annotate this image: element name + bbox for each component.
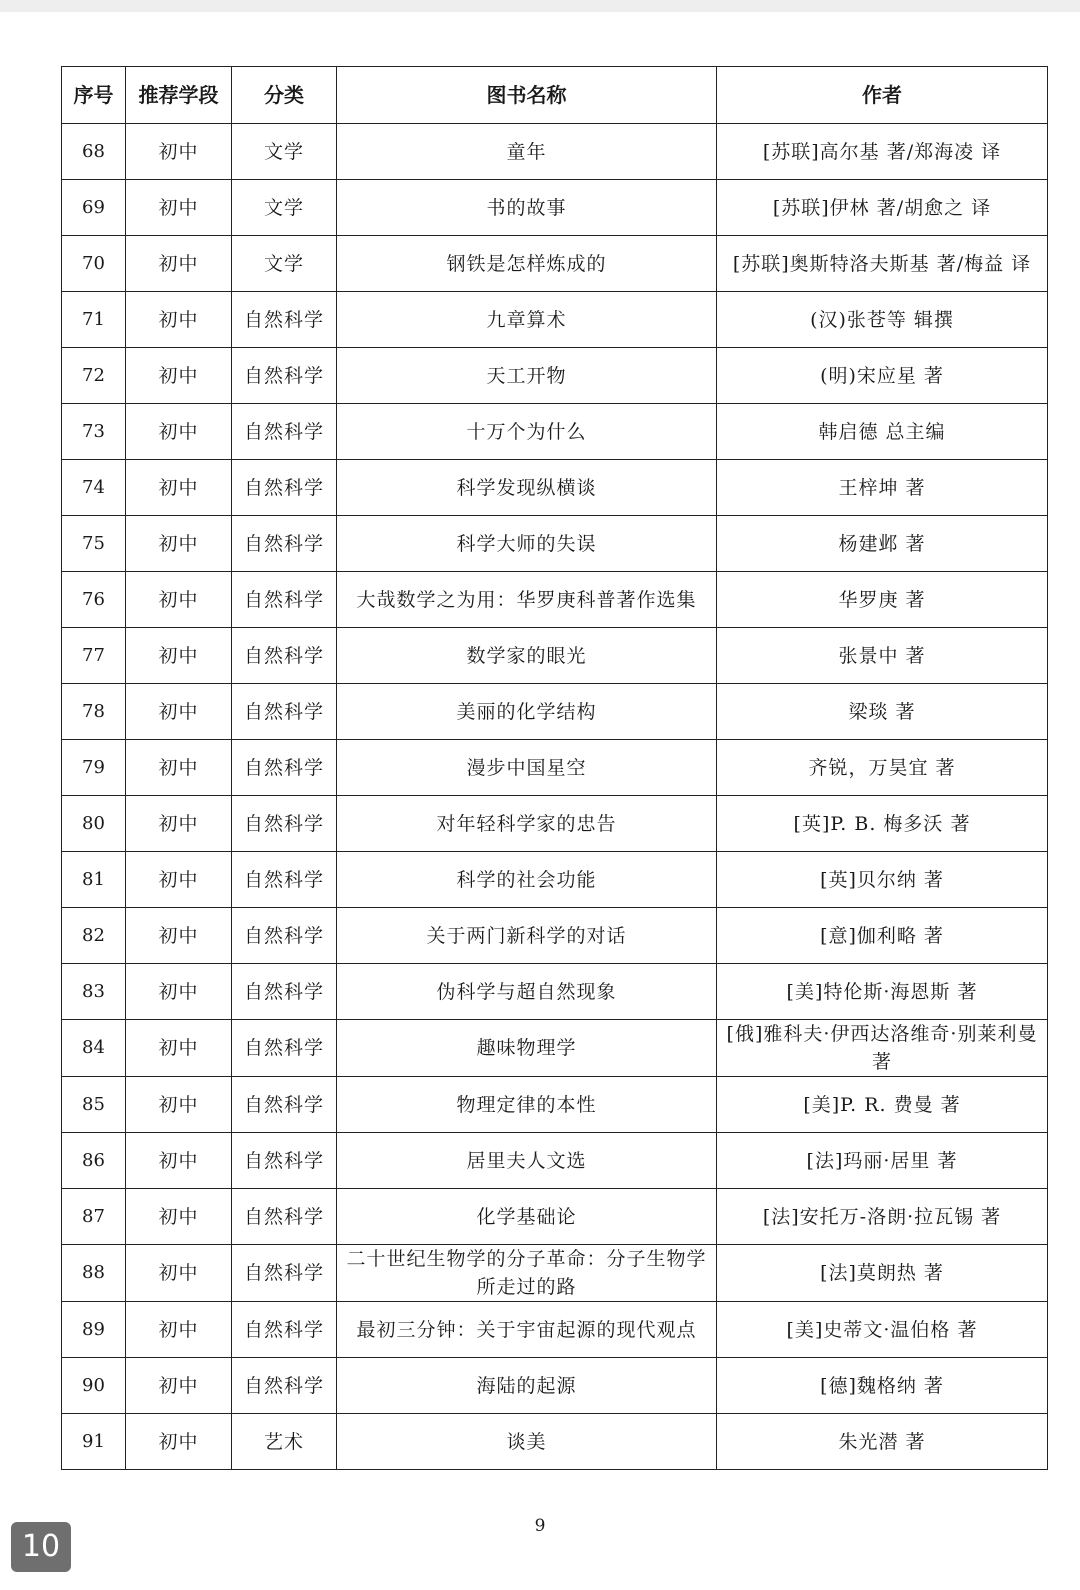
school-stage-cell: 初中 xyxy=(126,1245,232,1302)
author-cell: [美]特伦斯·海恩斯 著 xyxy=(717,964,1048,1020)
serial-number-cell: 72 xyxy=(62,348,126,404)
table-row xyxy=(62,852,1048,908)
category-cell: 文学 xyxy=(232,124,337,180)
header-serial-number: 序号 xyxy=(62,67,126,124)
author-cell: [俄]雅科夫·伊西达洛维奇·别莱利曼 著 xyxy=(717,1020,1048,1077)
book-title-cell: 居里夫人文选 xyxy=(337,1133,717,1189)
serial-number-cell: 68 xyxy=(62,124,126,180)
category-cell: 自然科学 xyxy=(232,1020,337,1077)
category-cell: 自然科学 xyxy=(232,404,337,460)
book-title-cell: 二十世纪生物学的分子革命：分子生物学所走过的路 xyxy=(337,1245,717,1302)
page-number: 9 xyxy=(534,1516,546,1536)
table-row xyxy=(62,1020,1048,1077)
serial-number-cell: 78 xyxy=(62,684,126,740)
school-stage-cell: 初中 xyxy=(126,348,232,404)
header-book-title: 图书名称 xyxy=(337,67,717,124)
author-cell: 朱光潜 著 xyxy=(717,1414,1048,1470)
author-cell: (汉)张苍等 辑撰 xyxy=(717,292,1048,348)
school-stage-cell: 初中 xyxy=(126,1189,232,1245)
table-row xyxy=(62,684,1048,740)
category-cell: 自然科学 xyxy=(232,908,337,964)
book-title-cell: 钢铁是怎样炼成的 xyxy=(337,236,717,292)
author-cell: [法]安托万-洛朗·拉瓦锡 著 xyxy=(717,1189,1048,1245)
serial-number-cell: 77 xyxy=(62,628,126,684)
category-cell: 自然科学 xyxy=(232,1245,337,1302)
table-row xyxy=(62,1245,1048,1302)
top-strip xyxy=(0,0,1080,12)
school-stage-cell: 初中 xyxy=(126,1358,232,1414)
book-list-table xyxy=(61,66,1048,1470)
school-stage-cell: 初中 xyxy=(126,1414,232,1470)
book-title-cell: 天工开物 xyxy=(337,348,717,404)
author-cell: 梁琰 著 xyxy=(717,684,1048,740)
book-title-cell: 童年 xyxy=(337,124,717,180)
serial-number-cell: 69 xyxy=(62,180,126,236)
author-cell: [美]P. R. 费曼 著 xyxy=(717,1077,1048,1133)
book-title-cell: 科学的社会功能 xyxy=(337,852,717,908)
table-row xyxy=(62,796,1048,852)
table-row xyxy=(62,236,1048,292)
author-cell: [苏联]高尔基 著/郑海凌 译 xyxy=(717,124,1048,180)
school-stage-cell: 初中 xyxy=(126,796,232,852)
table-row xyxy=(62,1189,1048,1245)
table-row xyxy=(62,908,1048,964)
book-title-cell: 趣味物理学 xyxy=(337,1020,717,1077)
category-cell: 文学 xyxy=(232,180,337,236)
table-row xyxy=(62,1414,1048,1470)
author-cell: 王梓坤 著 xyxy=(717,460,1048,516)
serial-number-cell: 79 xyxy=(62,740,126,796)
table-row xyxy=(62,292,1048,348)
author-cell: 齐锐，万昊宜 著 xyxy=(717,740,1048,796)
school-stage-cell: 初中 xyxy=(126,628,232,684)
author-cell: [美]史蒂文·温伯格 著 xyxy=(717,1302,1048,1358)
serial-number-cell: 91 xyxy=(62,1414,126,1470)
book-title-cell: 九章算术 xyxy=(337,292,717,348)
category-cell: 自然科学 xyxy=(232,1077,337,1133)
school-stage-cell: 初中 xyxy=(126,572,232,628)
table-header-row xyxy=(62,67,1048,124)
table-row xyxy=(62,516,1048,572)
table-row xyxy=(62,124,1048,180)
serial-number-cell: 76 xyxy=(62,572,126,628)
school-stage-cell: 初中 xyxy=(126,908,232,964)
book-title-cell: 海陆的起源 xyxy=(337,1358,717,1414)
book-title-cell: 十万个为什么 xyxy=(337,404,717,460)
author-cell: 韩启德 总主编 xyxy=(717,404,1048,460)
category-cell: 自然科学 xyxy=(232,964,337,1020)
school-stage-cell: 初中 xyxy=(126,292,232,348)
book-title-cell: 书的故事 xyxy=(337,180,717,236)
author-cell: 华罗庚 著 xyxy=(717,572,1048,628)
book-title-cell: 化学基础论 xyxy=(337,1189,717,1245)
category-cell: 自然科学 xyxy=(232,516,337,572)
book-title-cell: 数学家的眼光 xyxy=(337,628,717,684)
table-row xyxy=(62,348,1048,404)
header-school-stage: 推荐学段 xyxy=(126,67,232,124)
category-cell: 艺术 xyxy=(232,1414,337,1470)
author-cell: [苏联]奥斯特洛夫斯基 著/梅益 译 xyxy=(717,236,1048,292)
page-indicator-badge[interactable]: 10 xyxy=(11,1522,71,1572)
school-stage-cell: 初中 xyxy=(126,1133,232,1189)
author-cell: [苏联]伊林 著/胡愈之 译 xyxy=(717,180,1048,236)
category-cell: 自然科学 xyxy=(232,684,337,740)
category-cell: 自然科学 xyxy=(232,628,337,684)
serial-number-cell: 73 xyxy=(62,404,126,460)
table-row xyxy=(62,628,1048,684)
table-body xyxy=(62,124,1048,1470)
author-cell: [法]莫朗热 著 xyxy=(717,1245,1048,1302)
category-cell: 自然科学 xyxy=(232,740,337,796)
category-cell: 自然科学 xyxy=(232,348,337,404)
school-stage-cell: 初中 xyxy=(126,180,232,236)
header-category: 分类 xyxy=(232,67,337,124)
school-stage-cell: 初中 xyxy=(126,1020,232,1077)
category-cell: 自然科学 xyxy=(232,1358,337,1414)
serial-number-cell: 86 xyxy=(62,1133,126,1189)
serial-number-cell: 84 xyxy=(62,1020,126,1077)
table-row xyxy=(62,180,1048,236)
serial-number-cell: 89 xyxy=(62,1302,126,1358)
school-stage-cell: 初中 xyxy=(126,684,232,740)
category-cell: 自然科学 xyxy=(232,572,337,628)
category-cell: 自然科学 xyxy=(232,460,337,516)
school-stage-cell: 初中 xyxy=(126,460,232,516)
serial-number-cell: 85 xyxy=(62,1077,126,1133)
school-stage-cell: 初中 xyxy=(126,404,232,460)
author-cell: (明)宋应星 著 xyxy=(717,348,1048,404)
author-cell: [英]贝尔纳 著 xyxy=(717,852,1048,908)
book-title-cell: 大哉数学之为用：华罗庚科普著作选集 xyxy=(337,572,717,628)
category-cell: 自然科学 xyxy=(232,852,337,908)
category-cell: 文学 xyxy=(232,236,337,292)
serial-number-cell: 80 xyxy=(62,796,126,852)
school-stage-cell: 初中 xyxy=(126,124,232,180)
book-title-cell: 美丽的化学结构 xyxy=(337,684,717,740)
header-author: 作者 xyxy=(717,67,1048,124)
book-title-cell: 伪科学与超自然现象 xyxy=(337,964,717,1020)
book-title-cell: 科学发现纵横谈 xyxy=(337,460,717,516)
table-row xyxy=(62,1133,1048,1189)
book-title-cell: 谈美 xyxy=(337,1414,717,1470)
table-row xyxy=(62,964,1048,1020)
category-cell: 自然科学 xyxy=(232,1189,337,1245)
school-stage-cell: 初中 xyxy=(126,236,232,292)
serial-number-cell: 87 xyxy=(62,1189,126,1245)
serial-number-cell: 74 xyxy=(62,460,126,516)
serial-number-cell: 90 xyxy=(62,1358,126,1414)
table-row xyxy=(62,740,1048,796)
table-row xyxy=(62,1358,1048,1414)
category-cell: 自然科学 xyxy=(232,1133,337,1189)
book-title-cell: 最初三分钟：关于宇宙起源的现代观点 xyxy=(337,1302,717,1358)
table-row xyxy=(62,572,1048,628)
serial-number-cell: 83 xyxy=(62,964,126,1020)
table-row xyxy=(62,1302,1048,1358)
serial-number-cell: 82 xyxy=(62,908,126,964)
school-stage-cell: 初中 xyxy=(126,852,232,908)
author-cell: [英]P. B. 梅多沃 著 xyxy=(717,796,1048,852)
book-title-cell: 关于两门新科学的对话 xyxy=(337,908,717,964)
author-cell: [德]魏格纳 著 xyxy=(717,1358,1048,1414)
book-title-cell: 对年轻科学家的忠告 xyxy=(337,796,717,852)
school-stage-cell: 初中 xyxy=(126,740,232,796)
book-title-cell: 科学大师的失误 xyxy=(337,516,717,572)
author-cell: [法]玛丽·居里 著 xyxy=(717,1133,1048,1189)
author-cell: [意]伽利略 著 xyxy=(717,908,1048,964)
table-row xyxy=(62,1077,1048,1133)
serial-number-cell: 88 xyxy=(62,1245,126,1302)
serial-number-cell: 81 xyxy=(62,852,126,908)
school-stage-cell: 初中 xyxy=(126,516,232,572)
category-cell: 自然科学 xyxy=(232,292,337,348)
book-title-cell: 物理定律的本性 xyxy=(337,1077,717,1133)
serial-number-cell: 75 xyxy=(62,516,126,572)
school-stage-cell: 初中 xyxy=(126,1302,232,1358)
school-stage-cell: 初中 xyxy=(126,964,232,1020)
book-title-cell: 漫步中国星空 xyxy=(337,740,717,796)
author-cell: 杨建邺 著 xyxy=(717,516,1048,572)
table-row xyxy=(62,404,1048,460)
category-cell: 自然科学 xyxy=(232,1302,337,1358)
table-row xyxy=(62,460,1048,516)
category-cell: 自然科学 xyxy=(232,796,337,852)
author-cell: 张景中 著 xyxy=(717,628,1048,684)
serial-number-cell: 70 xyxy=(62,236,126,292)
school-stage-cell: 初中 xyxy=(126,1077,232,1133)
serial-number-cell: 71 xyxy=(62,292,126,348)
